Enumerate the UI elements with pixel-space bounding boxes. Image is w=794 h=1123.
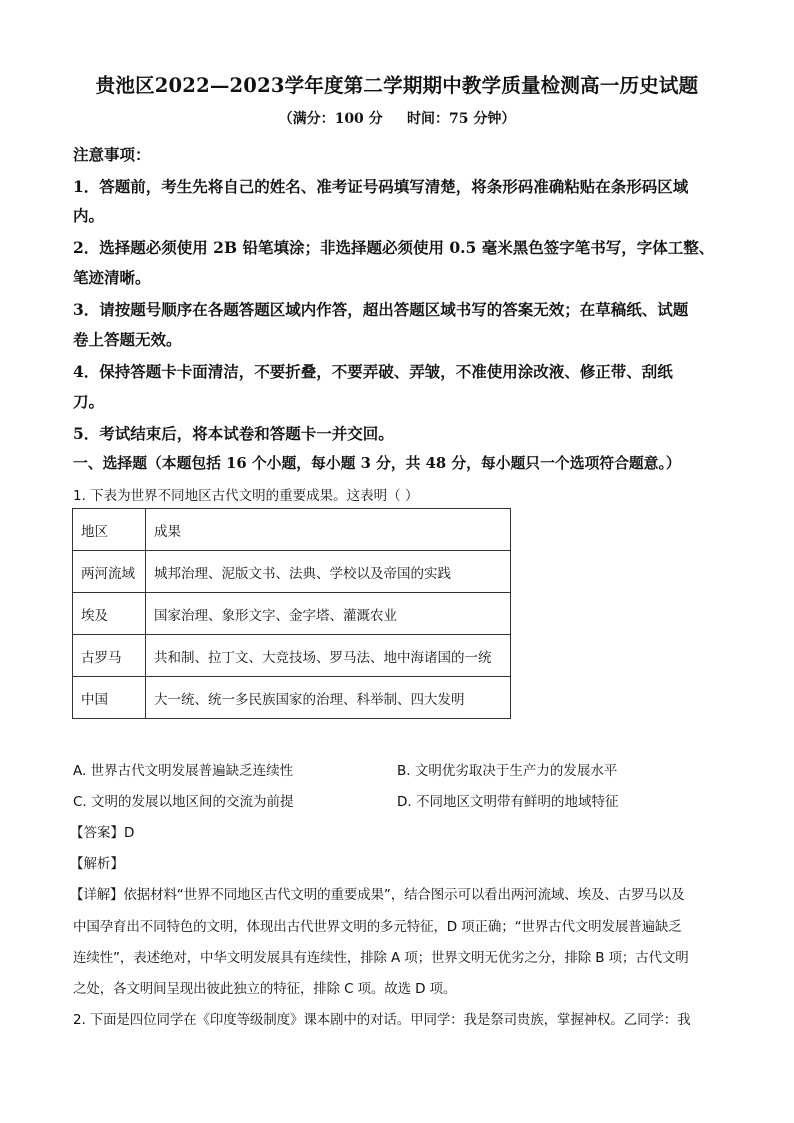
- table-cell-achievement: 共和制、拉丁文、大竞技场、罗马法、地中海诸国的一统: [146, 635, 511, 677]
- option-a: A. 世界古代文明发展普遍缺乏连续性: [73, 763, 294, 779]
- notice-line: 1．答题前，考生先将自己的姓名、准考证号码填写清楚，将条形码准确粘贴在条形码区域: [73, 177, 689, 196]
- notice-line: 4．保持答题卡卡面清洁，不要折叠，不要弄破、弄皱，不准使用涂改液、修正带、刮纸: [73, 362, 673, 381]
- table-cell-region: 中国: [73, 677, 146, 719]
- table-row: [73, 593, 511, 635]
- table-cell-achievement: 城邦治理、泥版文书、法典、学校以及帝国的实践: [146, 551, 511, 593]
- analysis-label: 【解析】: [70, 856, 124, 872]
- table-cell-achievement: 大一统、统一多民族国家的治理、科举制、四大发明: [146, 677, 511, 719]
- notice-line: 刀。: [73, 392, 105, 411]
- section-heading: 一、选择题（本题包括 16 个小题，每小题 3 分，共 48 分，每小题只一个选项符合题意。）: [73, 455, 681, 472]
- notice-heading: 注意事项：: [73, 145, 151, 164]
- table-header-cell: 成果: [146, 509, 511, 551]
- exam-subtitle: （满分：100 分 时间：75 分钟）: [278, 111, 516, 127]
- question-1-stem: 1. 下表为世界不同地区古代文明的重要成果。这表明（ ）: [73, 488, 419, 504]
- question-2-stem: 2. 下面是四位同学在《印度等级制度》课本剧中的对话。甲同学：我是祭司贵族，掌握神权。乙同学：我: [73, 1012, 691, 1028]
- table-cell-achievement: 国家治理、象形文字、金字塔、灌溉农业: [146, 593, 511, 635]
- option-c: C. 文明的发展以地区间的交流为前提: [73, 794, 294, 810]
- notice-line: 卷上答题无效。: [73, 330, 182, 349]
- notice-line: 笔迹清晰。: [73, 268, 151, 287]
- answer-label: 【答案】D: [70, 825, 135, 841]
- notice-line: 5．考试结束后，将本试卷和答题卡一并交回。: [73, 424, 394, 443]
- explanation-line: 【详解】依据材料“世界不同地区古代文明的重要成果”，结合图示可以看出两河流域、埃及、古罗马以及: [70, 887, 685, 903]
- option-d: D. 不同地区文明带有鲜明的地域特征: [397, 794, 619, 810]
- explanation-line: 之处，各文明间呈现出彼此独立的特征，排除 C 项。故选 D 项。: [73, 981, 457, 997]
- notice-line: 2．选择题必须使用 2B 铅笔填涂；非选择题必须使用 0.5 毫米黑色签字笔书写，字体工整、: [73, 238, 715, 257]
- option-b: B. 文明优劣取决于生产力的发展水平: [397, 763, 618, 779]
- notice-line: 3．请按题号顺序在各题答题区域内作答，超出答题区域书写的答案无效；在草稿纸、试题: [73, 300, 689, 319]
- table-header-cell: 地区: [73, 509, 146, 551]
- table-cell-region: 古罗马: [73, 635, 146, 677]
- table-row: [73, 551, 511, 593]
- table-row: [73, 635, 511, 677]
- notice-line: 内。: [73, 206, 105, 225]
- explanation-line: 连续性”，表述绝对，中华文明发展具有连续性，排除 A 项；世界文明无优劣之分，排除 B 项；古代文明: [73, 950, 689, 966]
- table-cell-region: 两河流域: [73, 551, 146, 593]
- table-header-row: [73, 509, 511, 551]
- explanation-line: 中国孕育出不同特色的文明，体现出古代世界文明的多元特征，D 项正确；“世界古代文明发展普遍缺乏: [73, 919, 682, 935]
- achievements-table: [72, 508, 511, 719]
- exam-title: 贵池区2022—2023学年度第二学期期中教学质量检测高一历史试题: [95, 74, 699, 97]
- table-cell-region: 埃及: [73, 593, 146, 635]
- table-row: [73, 677, 511, 719]
